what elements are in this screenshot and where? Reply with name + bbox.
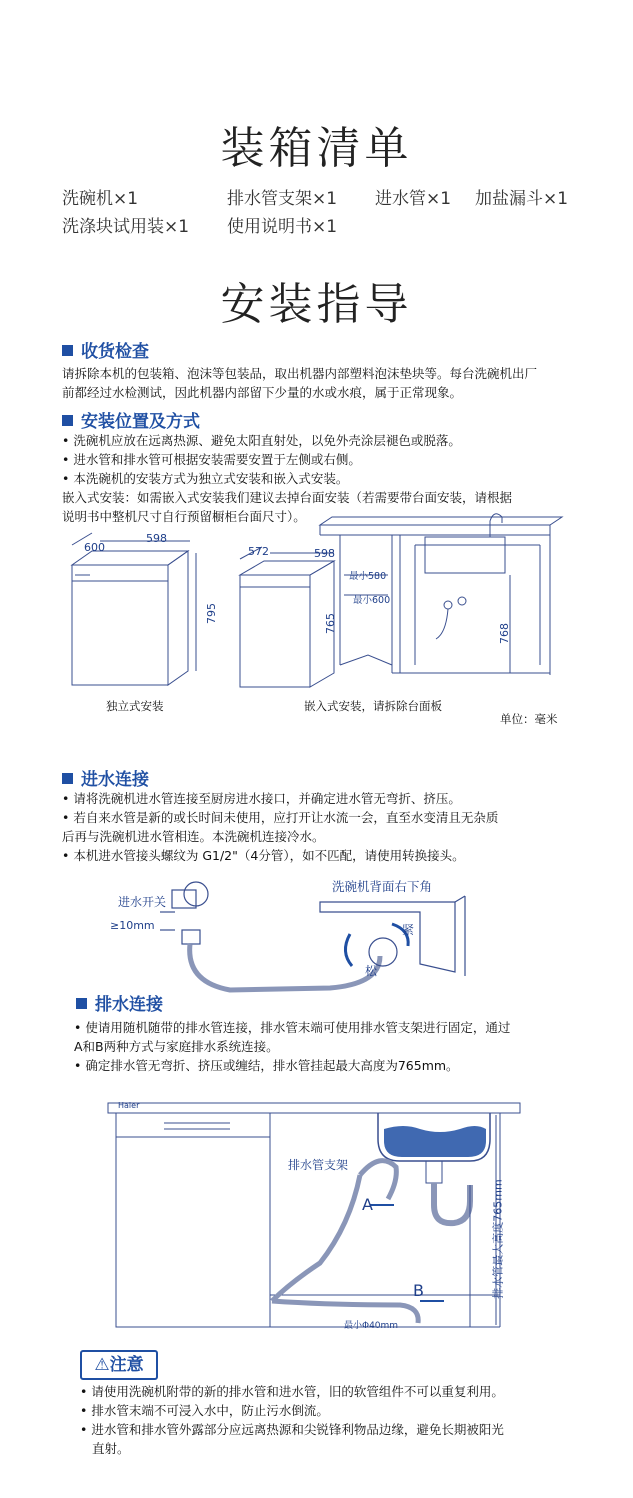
bullet-line: • 请将洗碗机进水管连接至厨房进水接口，并确定进水管无弯折、挤压。: [62, 791, 461, 806]
tighten-label: 紧: [402, 923, 415, 937]
pack-item: 排水管支架×1: [227, 189, 338, 209]
water-in-bullets: [62, 789, 572, 865]
section-heading-water-in: [62, 765, 149, 790]
min-diameter-label: 最小Φ40mm: [344, 1321, 399, 1331]
section-heading-drain: [76, 990, 163, 1015]
drain-bullets: [74, 1018, 584, 1075]
square-icon: [62, 345, 73, 356]
packing-title: 装箱清单: [220, 123, 413, 174]
bullet-line: • 进水管和排水管可根据安装需要安置于左侧或右侧。: [62, 452, 361, 467]
bullet-line: • 确定排水管无弯折、挤压或缠结，排水管挂起最大高度为765mm。: [74, 1058, 459, 1073]
dim-label: 795: [205, 603, 218, 624]
water-in-diagram: [0, 872, 633, 1002]
loosen-label: 松: [365, 964, 378, 978]
point-a-label: A: [362, 1195, 373, 1214]
bullet-line: 后再与洗碗机进水管相连。本洗碗机连接冷水。: [62, 829, 325, 844]
pack-item: 洗碗机×1: [62, 189, 139, 209]
bullet-line: • 使请用随机随带的排水管连接，排水管末端可使用排水管支架进行固定，通过: [74, 1020, 511, 1035]
dim-label: 572: [248, 545, 269, 558]
section-heading-position: [62, 407, 200, 432]
position-bullets: [62, 431, 572, 526]
dim-label: 600: [84, 541, 105, 554]
max-height-label: 排水管最大高度765mm: [491, 1179, 505, 1299]
bullet-line: 嵌入式安装：如需嵌入式安装我们建议去掉台面安装（若需要带台面安装，请根据: [62, 490, 513, 505]
valve-label: 进水开关: [118, 895, 167, 909]
dim-label: 768: [498, 623, 511, 644]
dim-label: 最小580: [349, 571, 387, 582]
pack-item: 进水管×1: [375, 189, 452, 209]
caption-embedded: 嵌入式安装，请拆除台面板: [304, 699, 442, 713]
drain-diagram: [0, 1095, 633, 1335]
heading-text: 收货检查: [81, 342, 149, 362]
dim-label: 598: [314, 547, 335, 560]
heading-text: 进水连接: [81, 770, 149, 790]
caption-freestanding: 独立式安装: [106, 699, 164, 713]
bullet-line: 说明书中整机尺寸自行预留橱柜台面尺寸）。: [62, 509, 306, 524]
bullet-line: • 请使用洗碗机附带的新的排水管和进水管，旧的软管组件不可以重复利用。: [80, 1384, 504, 1399]
square-icon: [62, 773, 73, 784]
notice-heading: ⚠注意: [80, 1350, 158, 1380]
unit-label: 单位：毫米: [500, 712, 558, 726]
pack-item: 加盐漏斗×1: [475, 189, 569, 209]
bullet-line: 直射。: [92, 1441, 130, 1456]
square-icon: [76, 998, 87, 1009]
text-line: 请拆除本机的包装箱、泡沫等包装品，取出机器内部塑料泡沫垫块等。每台洗碗机出厂: [62, 366, 538, 381]
install-title: 安装指导: [220, 279, 413, 330]
section-heading-receipt: [62, 337, 149, 362]
receipt-text: [62, 364, 572, 402]
bracket-label: 排水管支架: [288, 1158, 349, 1172]
bullet-line: • 若自来水管是新的或长时间未使用，应打开让水流一会，直至水变清且无杂质: [62, 810, 499, 825]
square-icon: [62, 415, 73, 426]
heading-text: 安装位置及方式: [81, 412, 200, 432]
bullet-line: A和B两种方式与家庭排水系统连接。: [74, 1039, 279, 1054]
dim-label: 765: [324, 613, 337, 634]
point-b-label: B: [413, 1281, 424, 1300]
bullet-line: • 进水管和排水管外露部分应远离热源和尖锐锋利物品边缘，避免长期被阳光: [80, 1422, 504, 1437]
notice-bullets: [80, 1382, 590, 1458]
corner-label: 洗碗机背面右下角: [332, 879, 433, 894]
pack-item: 使用说明书×1: [227, 217, 338, 237]
pack-item: 洗涤块试用装×1: [62, 217, 190, 237]
bullet-line: • 排水管末端不可浸入水中，防止污水倒流。: [80, 1403, 329, 1418]
gap-label: ≥10mm: [110, 919, 155, 932]
bullet-line: • 本洗碗机的安装方式为独立式安装和嵌入式安装。: [62, 471, 349, 486]
dim-label: 最小600: [353, 595, 391, 606]
dim-label: 598: [146, 532, 167, 545]
bullet-line: • 本机进水管接头螺纹为 G1/2"（4分管），如不匹配，请使用转换接头。: [62, 848, 465, 863]
text-line: 前都经过水检测试，因此机器内部留下少量的水或水痕，属于正常现象。: [62, 385, 463, 400]
heading-text: 排水连接: [95, 995, 163, 1015]
bullet-line: • 洗碗机应放在远离热源、避免太阳直射处，以免外壳涂层褪色或脱落。: [62, 433, 461, 448]
brand-label: Haier: [118, 1101, 140, 1110]
